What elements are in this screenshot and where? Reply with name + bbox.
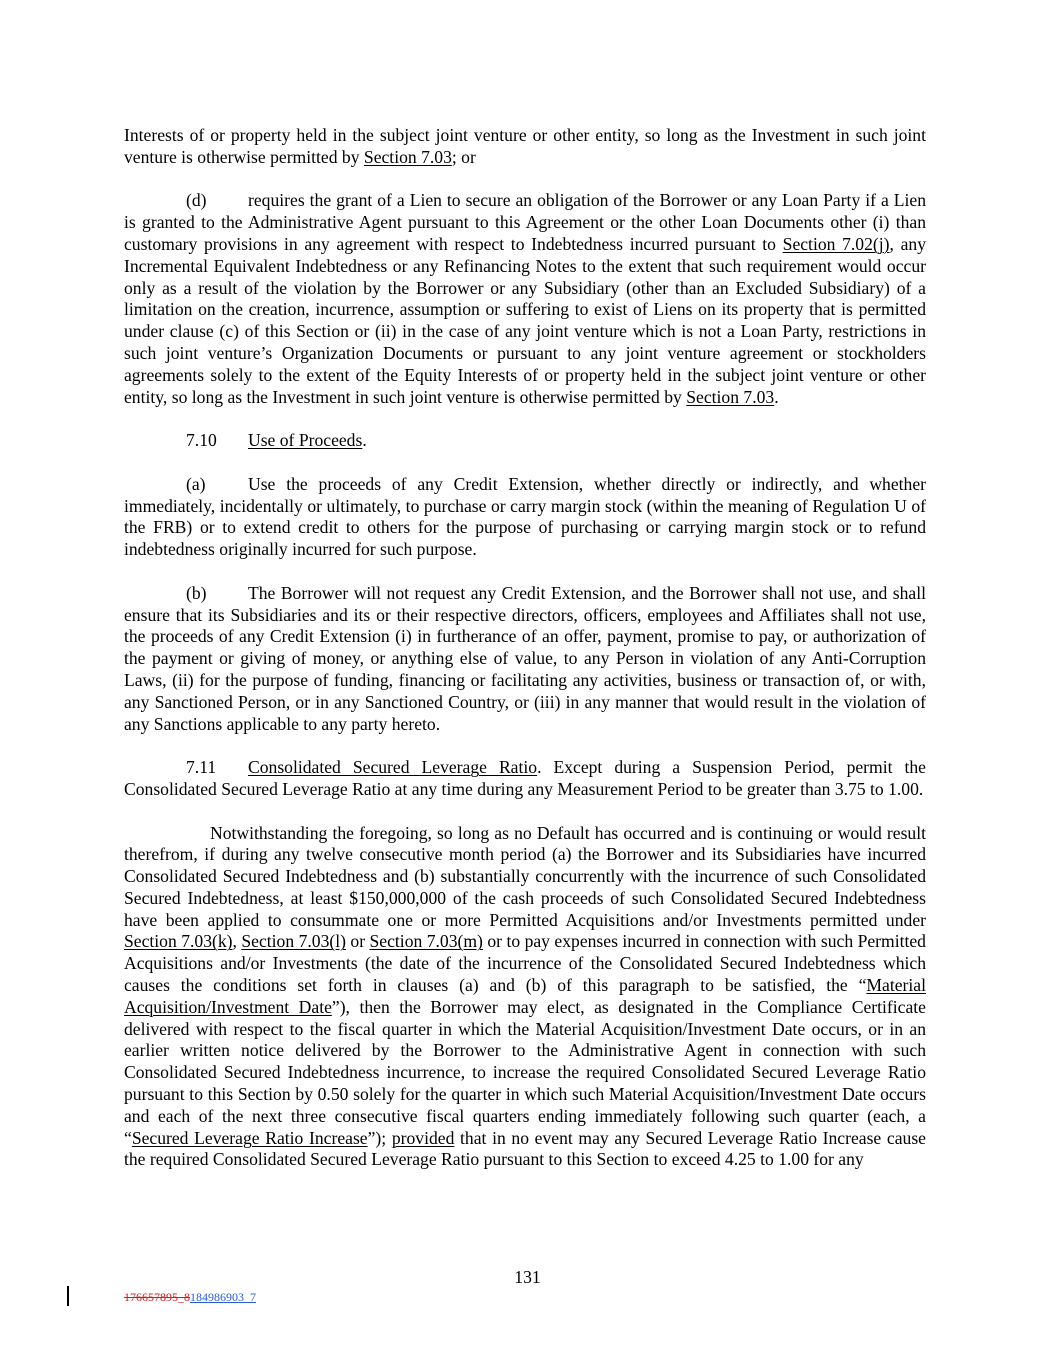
section-reference: Section 7.02(j) [782, 233, 890, 254]
document-id [124, 1290, 256, 1304]
section-reference: Section 7.03(m) [369, 931, 483, 952]
provided-term: provided [391, 1127, 455, 1148]
section-reference: Section 7.03 [686, 386, 775, 407]
section-reference: Section 7.03 [363, 146, 452, 167]
continuation-paragraph: Interests of or property held in the subject joint venture or other entity, so long as the Investment in such joint venture is otherwise permitted by Section 7.03; or [124, 125, 926, 167]
section-reference: Section 7.03(k) [124, 931, 233, 952]
clause-label: (d) [186, 190, 207, 211]
defined-term: Material Acquisition/Investment Date [124, 975, 926, 1017]
section-7-11: 7.11 Consolidated Secured Leverage Ratio. Except during a Suspension Period, permit the Consolidated Secured Leverage Ratio at any time during any Measurement Period to be greater than 3.75 to 1.00. [124, 757, 926, 799]
notwithstanding-paragraph: Notwithstanding the foregoing, so long as no Default has occurred and is continuing or would result therefrom, if during any twelve consecutive month period (a) the Borrower and its Subsidiaries have incurred Consolidated Secured Indebtedness and (b) substantially concurrently with the incurrence of such Consolidated Secured Indebtedness, at least $150,000,000 of the cash proceeds of such Consolidated Secured Indebtedness have been applied to consummate one or more Permitted Acquisitions and/or Investments permitted under Section 7.03(k), Section 7.03(l) or Section 7.03(m) or to pay expenses incurred in connection with such Permitted Acquisitions and/or Investments (the date of the incurrence of the Consolidated Secured Indebtedness which causes the conditions set forth in clauses (a) and (b) of this paragraph to be satisfied, the “Material Acquisition/Investment Date”), then the Borrower may elect, as designated in the Compliance Certificate delivered with respect to the fiscal quarter in which the Material Acquisition/Investment Date occurs, or in an earlier written notice delivered by the Borrower to the Administrative Agent in connection with such Consolidated Secured Indebtedness incurrence, to increase the required Consolidated Secured Leverage Ratio pursuant to this Section by 0.50 solely for the quarter in which such Material Acquisition/Investment Date occurs and each of the next three consecutive fiscal quarters ending immediately following such quarter (each, a “Secured Leverage Ratio Increase”); provided that in no event may any Secured Leverage Ratio Increase cause the required Consolidated Secured Leverage Ratio pursuant to this Section to exceed 4.25 to 1.00 for any [124, 822, 926, 1170]
paragraph-d: (d) requires the grant of a Lien to secure an obligation of the Borrower or any Loan Party if a Lien is granted to the Administrative Agent pursuant to this Agreement or the other Loan Documents other (i) than customary provisions in any agreement with respect to Indebtedness incurred pursuant to Section 7.02(j), any Incremental Equivalent Indebtedness or any Refinancing Notes to the extent that such requirement would occur only as a result of the violation by the Borrower or any Subsidiary (other than an Excluded Subsidiary) of a limitation on the creation, incurrence, assumption or suffering to exist of Liens on its property that is permitted under clause (c) of this Section or (ii) in the case of any joint venture which is not a Loan Party, restrictions in such joint venture’s Organization Documents or pursuant to any joint venture agreement or stockholders agreements solely to the extent of the Equity Interests of or property held in the subject joint venture or other entity, so long as the Investment in such joint venture is otherwise permitted by Section 7.03. [124, 190, 926, 407]
defined-term: Secured Leverage Ratio Increase [131, 1127, 368, 1148]
section-heading-7-10: 7.10 Use of Proceeds. [186, 430, 367, 451]
section-title: Use of Proceeds [248, 430, 363, 451]
paragraph-7-10-b: (b) The Borrower will not request any Credit Extension, and the Borrower shall not use, and shall ensure that its Subsidiaries and its or their respective directors, officers, employees and Affiliates shall not use, the proceeds of any Credit Extension (i) in furtherance of an offer, payment, promise to pay, or authorization of the payment or giving of money, or anything else of value, to any Person in violation of any Anti-Corruption Laws, (ii) for the purpose of funding, financing or facilitating any activities, business or transaction of, or with, any Sanctioned Person, or in any Sanctioned Country, or (iii) in any manner that would result in the violation of any Sanctions applicable to any party hereto. [124, 582, 926, 734]
change-bar [67, 1286, 69, 1306]
inserted-doc-id: 184986903_7 [190, 1290, 256, 1304]
paragraph-7-10-a: (a) Use the proceeds of any Credit Extension, whether directly or indirectly, and whether immediately, incidentally or ultimately, to purchase or carry margin stock (within the meaning of Regulation U of the FRB) or to extend credit to others for the purpose of purchasing or carrying margin stock or to refund indebtedness originally incurred for such purpose. [124, 473, 926, 560]
clause-label: (b) [186, 582, 207, 603]
body-text [124, 125, 926, 1193]
clause-label: (a) [186, 473, 206, 494]
section-title: Consolidated Secured Leverage Ratio [248, 757, 538, 778]
section-number: 7.11 [186, 757, 217, 778]
section-number: 7.10 [186, 430, 217, 451]
deleted-doc-id: 176657895_8 [124, 1290, 190, 1304]
page-number: 131 [514, 1267, 541, 1287]
section-reference: Section 7.03(l) [241, 931, 346, 952]
